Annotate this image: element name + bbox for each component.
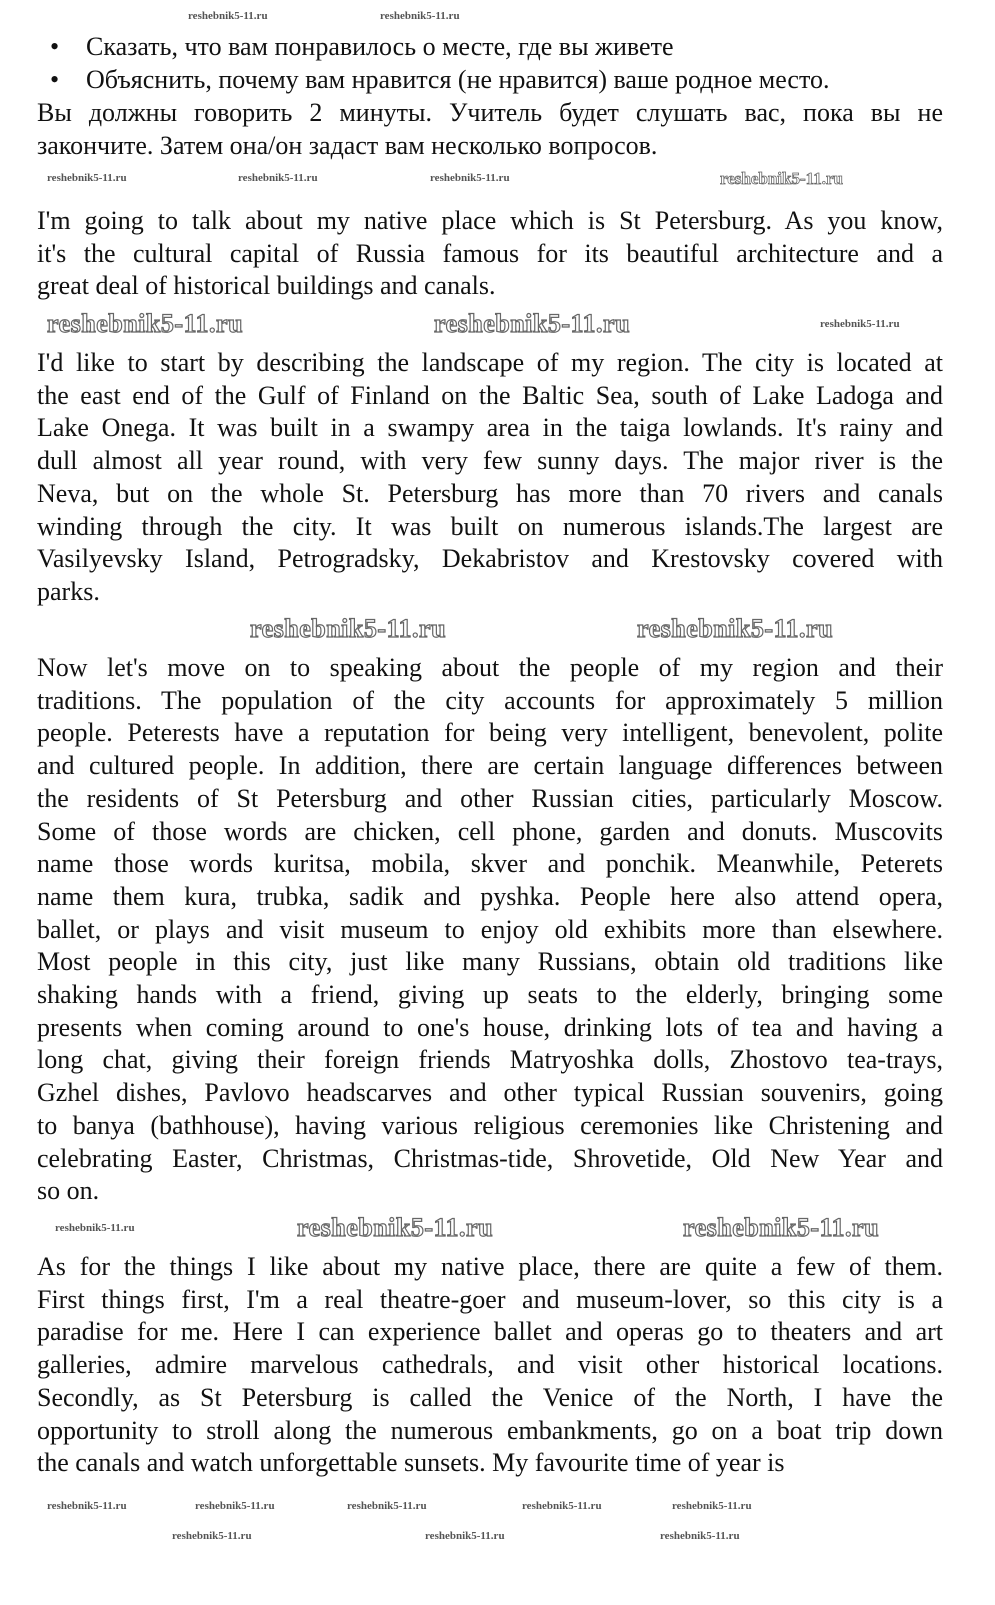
watermark: reshebnik5-11.ru bbox=[720, 169, 843, 188]
watermark: reshebnik5-11.ru bbox=[672, 1500, 752, 1512]
watermark: reshebnik5-11.ru bbox=[425, 1530, 505, 1542]
text-line: great deal of historical buildings and canals. bbox=[37, 271, 496, 301]
text-line: Most people in this city, just like many Russians, obtain old traditions like bbox=[37, 947, 943, 977]
text-line: Gzhel dishes, Pavlovo headscarves and other typical Russian souvenirs, going bbox=[37, 1078, 943, 1108]
text-line: and cultured people. In addition, there are certain language differences between bbox=[37, 751, 943, 781]
text-line: traditions. The population of the city accounts for approximately 5 million bbox=[37, 685, 943, 715]
text-line: Neva, but on the whole St. Petersburg has more than 70 rivers and canals bbox=[37, 478, 943, 508]
text-line: First things first, I'm a real theatre-goer and museum-lover, so this city is a bbox=[37, 1284, 943, 1314]
watermark: reshebnik5-11.ru bbox=[380, 10, 460, 22]
bullet-dot-icon: • bbox=[50, 32, 60, 61]
watermark: reshebnik5-11.ru bbox=[47, 309, 244, 338]
text-line: presents when coming around to one's house, drinking lots of tea and having a bbox=[37, 1012, 943, 1042]
text-line: to banya (bathhouse), having various religious ceremonies like Christening and bbox=[37, 1110, 943, 1140]
text-line: Vasilyevsky Island, Petrogradsky, Dekabristov and Krestovsky covered with bbox=[37, 544, 943, 574]
text-line: name those words kuritsa, mobila, skver and ponchik. Meanwhile, Peterets bbox=[37, 849, 943, 879]
bullet-dot-icon: • bbox=[50, 64, 60, 94]
watermark: reshebnik5-11.ru bbox=[347, 1500, 427, 1512]
watermark: reshebnik5-11.ru bbox=[820, 318, 900, 330]
watermark: reshebnik5-11.ru bbox=[250, 614, 447, 643]
paragraph-likes bbox=[37, 1251, 943, 1480]
text-line: celebrating Easter, Christmas, Christmas-tide, Shrovetide, Old New Year and bbox=[37, 1143, 943, 1173]
text-line: As for the things I like about my native place, there are quite a few of them. bbox=[37, 1252, 943, 1281]
watermark: reshebnik5-11.ru bbox=[297, 1213, 494, 1242]
text-line: paradise for me. Here I can experience ballet and operas go to theaters and art bbox=[37, 1317, 943, 1347]
text-line: name them kura, trubka, sadik and pyshka. People here also attend opera, bbox=[37, 881, 943, 911]
text-line: ballet, or plays and visit museum to enjoy old exhibits more than elsewhere. bbox=[37, 914, 943, 944]
text-line: people. Peterests have a reputation for being very intelligent, benevolent, polite bbox=[37, 718, 943, 748]
text-line: Вы должны говорить 2 минуты. Учитель будет слушать вас, пока вы не bbox=[37, 98, 943, 127]
watermark: reshebnik5-11.ru bbox=[683, 1213, 880, 1242]
text-line: I'd like to start by describing the landscape of my region. The city is located at bbox=[37, 348, 943, 377]
watermark: reshebnik5-11.ru bbox=[238, 172, 318, 184]
paragraph-people bbox=[37, 652, 943, 1208]
text-line: the residents of St Petersburg and other Russian cities, particularly Moscow. bbox=[37, 783, 943, 813]
text-line: Now let's move on to speaking about the people of my region and their bbox=[37, 653, 943, 682]
text-line: закончите. Затем она/он задаст вам несколько вопросов. bbox=[37, 130, 658, 160]
paragraph-landscape bbox=[37, 347, 943, 609]
text-line: so on. bbox=[37, 1176, 100, 1206]
watermark: reshebnik5-11.ru bbox=[522, 1500, 602, 1512]
text-line: galleries, admire marvelous cathedrals, and visit other historical locations. bbox=[37, 1350, 943, 1380]
text-line: Some of those words are chicken, cell phone, garden and donuts. Muscovits bbox=[37, 816, 943, 846]
watermark: reshebnik5-11.ru bbox=[188, 10, 268, 22]
bullet-list bbox=[50, 31, 943, 96]
paragraph-intro bbox=[37, 205, 943, 303]
watermark: reshebnik5-11.ru bbox=[660, 1530, 740, 1542]
paragraph-instructions bbox=[37, 97, 943, 162]
watermark: reshebnik5-11.ru bbox=[55, 1222, 135, 1234]
text-line: Lake Onega. It was built in a swampy area in the taiga lowlands. It's rainy and bbox=[37, 413, 943, 443]
text-line: I'm going to talk about my native place which is St Petersburg. As you know, bbox=[37, 206, 943, 235]
watermark: reshebnik5-11.ru bbox=[434, 309, 631, 338]
watermark: reshebnik5-11.ru bbox=[47, 1500, 127, 1512]
watermark: reshebnik5-11.ru bbox=[195, 1500, 275, 1512]
bullet-item: • Объяснить, почему вам нравится (не нравится) ваше родное место. bbox=[50, 64, 830, 97]
text-line: long chat, giving their foreign friends Matryoshka dolls, Zhostovo tea-trays, bbox=[37, 1045, 943, 1075]
watermark: reshebnik5-11.ru bbox=[430, 172, 510, 184]
text-line: parks. bbox=[37, 576, 100, 606]
watermark: reshebnik5-11.ru bbox=[47, 172, 127, 184]
bullet-item: • Сказать, что вам понравилось о месте, где вы живете bbox=[50, 31, 674, 64]
text-line: it's the cultural capital of Russia famous for its beautiful architecture and a bbox=[37, 238, 943, 268]
text-line: opportunity to stroll along the numerous embankments, go on a boat trip down bbox=[37, 1415, 943, 1445]
text-line: winding through the city. It was built on numerous islands.The largest are bbox=[37, 511, 943, 541]
text-line: the canals and watch unforgettable sunsets. My favourite time of year is bbox=[37, 1448, 785, 1478]
watermark: reshebnik5-11.ru bbox=[172, 1530, 252, 1542]
text-line: the east end of the Gulf of Finland on the Baltic Sea, south of Lake Ladoga and bbox=[37, 380, 943, 410]
text-line: shaking hands with a friend, giving up seats to the elderly, bringing some bbox=[37, 980, 943, 1010]
text-line: dull almost all year round, with very few sunny days. The major river is the bbox=[37, 446, 943, 476]
text-line: Secondly, as St Petersburg is called the Venice of the North, I have the bbox=[37, 1382, 943, 1412]
watermark: reshebnik5-11.ru bbox=[637, 614, 834, 643]
